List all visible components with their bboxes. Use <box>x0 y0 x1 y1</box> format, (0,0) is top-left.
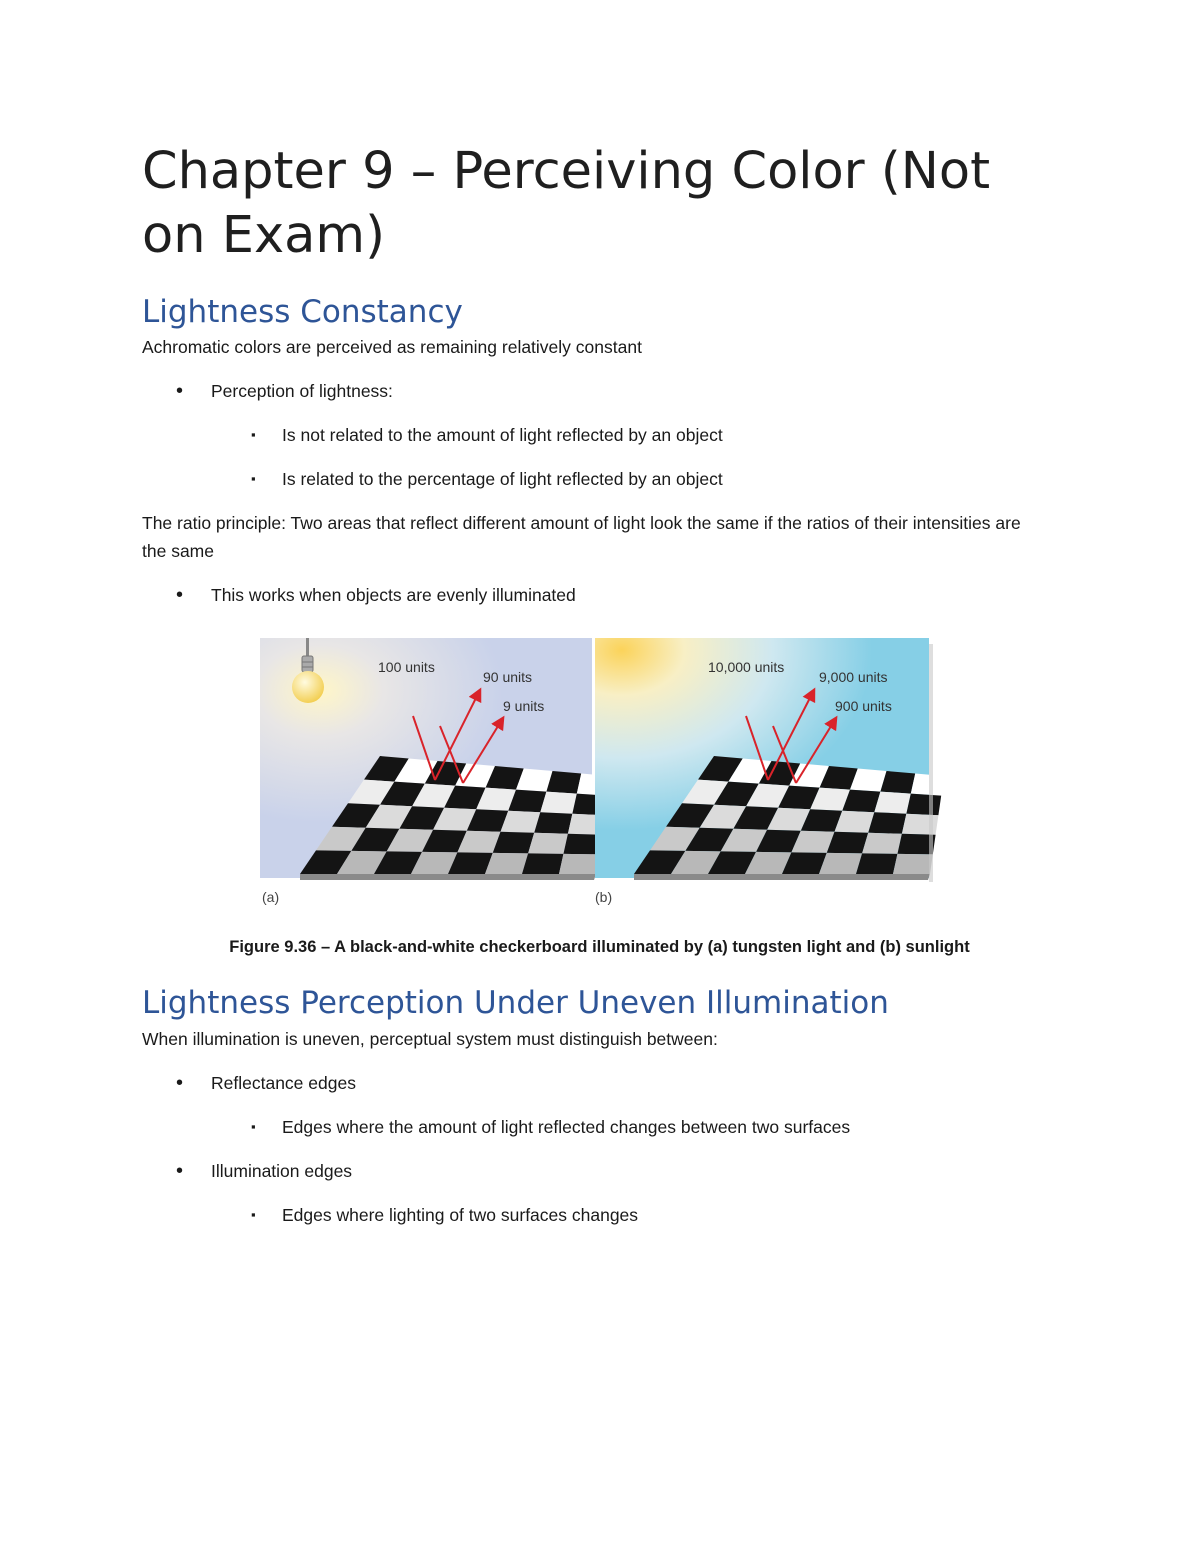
paragraph-ratio-principle: The ratio principle: Two areas that reflect different amount of light look the same if the ratios of their intensities are the same <box>142 513 1021 561</box>
list-item-perception: • Perception of lightness: <box>211 377 393 405</box>
checker-square <box>856 853 897 874</box>
checker-square <box>880 771 915 794</box>
checker-square <box>906 794 941 816</box>
list-item-reflectance-edges: • Reflectance edges <box>211 1069 356 1097</box>
heading-lightness-constancy: Lightness Constancy <box>142 294 463 330</box>
label-100-units: 100 units <box>378 659 435 675</box>
paragraph-achromatic: Achromatic colors are perceived as remaining relatively constant <box>142 337 642 357</box>
checker-square <box>540 792 577 814</box>
checker-square <box>522 853 563 874</box>
list-subitem-reflectance-def: ▪ Edges where the amount of light reflected changes between two surfaces <box>282 1113 850 1141</box>
checker-square <box>534 812 572 834</box>
heading-uneven-illumination: Lightness Perception Under Uneven Illumination <box>142 985 889 1021</box>
checker-square <box>546 771 581 794</box>
list-item-illumination-edges: • Illumination edges <box>211 1157 352 1185</box>
list-subitem-related: ▪ Is related to the percentage of light reflected by an object <box>282 465 723 493</box>
panel-a <box>260 638 613 905</box>
checkerboard-edge <box>634 874 930 880</box>
checkerboard-edge <box>300 874 596 880</box>
label-900-units: 900 units <box>835 698 892 714</box>
list-subitem-not-related: ▪ Is not related to the amount of light reflected by an object <box>282 421 723 449</box>
label-10000-units: 10,000 units <box>708 659 785 675</box>
list-item-evenly-illuminated: • This works when objects are evenly illuminated <box>211 581 576 609</box>
page-title: Chapter 9 – Perceiving Color (Not on Exam) <box>142 142 991 265</box>
paragraph-uneven: When illumination is uneven, perceptual system must distinguish between: <box>142 1029 718 1049</box>
checker-square <box>559 854 599 874</box>
checker-square <box>893 854 933 874</box>
checker-square <box>868 812 906 834</box>
list-subitem-illumination-def: ▪ Edges where lighting of two surfaces changes <box>282 1201 638 1229</box>
panel-a-label: (a) <box>262 889 280 905</box>
panel-b <box>595 638 944 905</box>
checker-square <box>874 792 911 814</box>
label-9000-units: 9,000 units <box>819 669 888 685</box>
checker-square <box>911 774 944 796</box>
figure-caption: Figure 9.36 – A black-and-white checkerboard illuminated by (a) tungsten light and (b) sunlight <box>229 938 970 956</box>
label-90-units: 90 units <box>483 669 533 685</box>
checker-square <box>862 833 902 854</box>
checker-square <box>528 833 568 854</box>
checkerboard-figure <box>258 636 1058 908</box>
panel-b-label: (b) <box>595 889 613 905</box>
label-9-units: 9 units <box>503 698 545 714</box>
